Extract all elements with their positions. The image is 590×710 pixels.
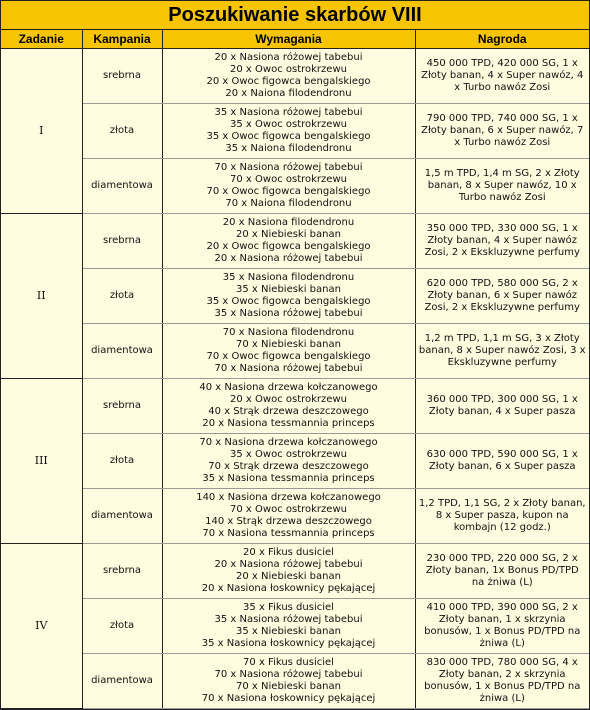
table-row <box>1 434 589 489</box>
requirement-line: 35 x Nasiona różowej tabebui <box>214 308 363 319</box>
table-body <box>1 49 589 709</box>
requirement-line: 35 x Nasiona różowej tabebui <box>214 614 363 625</box>
requirements-cell <box>162 379 415 434</box>
requirement-line: 35 x Nasiona tessmannia princeps <box>202 473 375 484</box>
reward-cell: 230 000 TPD, 220 000 SG, 2 x Złoty banan, 1x Bonus PD/TPD na żniwa (L) <box>415 544 589 599</box>
header-wymagania: Wymagania <box>162 30 415 49</box>
table-row <box>1 104 589 159</box>
header-nagroda: Nagroda <box>415 30 589 49</box>
stage-cell: II <box>1 214 82 379</box>
campaign-cell: srebrna <box>82 379 162 434</box>
requirements-cell <box>162 599 415 654</box>
requirement-line: 20 x Fikus dusiciel <box>243 547 334 558</box>
requirement-line: 35 x Niebieski banan <box>236 284 341 295</box>
requirement-line: 70 x Nasiona tessmannia princeps <box>202 528 375 539</box>
requirement-line: 20 x Nasiona filodendronu <box>222 217 355 228</box>
requirements-cell <box>162 489 415 544</box>
campaign-cell: srebrna <box>82 544 162 599</box>
stage-cell: III <box>1 379 82 544</box>
requirement-line: 20 x Owoc figowca bengalskiego <box>206 76 371 87</box>
requirement-line: 70 x Strąk drzewa deszczowego <box>208 461 369 472</box>
requirement-line: 20 x Owoc ostrokrzewu <box>230 394 347 405</box>
table-row <box>1 324 589 379</box>
table-row <box>1 654 589 709</box>
table-row <box>1 159 589 214</box>
campaign-cell: diamentowa <box>82 324 162 379</box>
requirement-line: 70 x Owoc figowca bengalskiego <box>206 351 371 362</box>
campaign-cell: srebrna <box>82 214 162 269</box>
requirement-line: 35 x Owoc figowca bengalskiego <box>206 131 371 142</box>
requirement-line: 20 x Owoc ostrokrzewu <box>230 64 347 75</box>
requirements-cell <box>162 324 415 379</box>
requirements-cell <box>162 49 415 104</box>
campaign-cell: srebrna <box>82 49 162 104</box>
reward-cell: 1,5 m TPD, 1,4 m SG, 2 x Złoty banan, 8 x Super nawóz, 10 x Turbo nawóz Zosi <box>415 159 589 214</box>
requirement-line: 35 x Nasiona różowej tabebui <box>214 107 363 118</box>
table-row <box>1 379 589 434</box>
header-zadanie: Zadanie <box>1 30 82 49</box>
requirement-line: 140 x Nasiona drzewa kołczanowego <box>196 492 381 503</box>
table-row <box>1 489 589 544</box>
requirement-line: 35 x Nasiona filodendronu <box>222 272 355 283</box>
requirement-line: 35 x Niebieski banan <box>236 626 341 637</box>
requirement-line: 20 x Nasiona łoskownicy pękającej <box>201 583 376 594</box>
reward-cell: 1,2 m TPD, 1,1 m SG, 3 x Złoty banan, 8 x Super nawóz Zosi, 3 x Ekskluzywne perfumy <box>415 324 589 379</box>
reward-cell: 450 000 TPD, 420 000 SG, 1 x Złoty banan, 4 x Super nawóz, 4 x Turbo nawóz Zosi <box>415 49 589 104</box>
requirement-line: 20 x Nasiona tessmannia princeps <box>202 418 375 429</box>
requirement-line: 70 x Fikus dusiciel <box>243 657 334 668</box>
table-row <box>1 214 589 269</box>
campaign-cell: złota <box>82 269 162 324</box>
reward-cell: 1,2 TPD, 1,1 SG, 2 x Złoty banan, 8 x Super pasza, kupon na kombajn (12 godz.) <box>415 489 589 544</box>
requirement-line: 35 x Fikus dusiciel <box>243 602 334 613</box>
reward-cell: 790 000 TPD, 740 000 SG, 1 x Złoty banan, 6 x Super nawóz, 7 x Turbo nawóz Zosi <box>415 104 589 159</box>
requirement-line: 70 x Owoc figowca bengalskiego <box>206 186 371 197</box>
page-title: Poszukiwanie skarbów VIII <box>1 1 589 30</box>
requirement-line: 20 x Niebieski banan <box>236 571 341 582</box>
requirements-cell <box>162 434 415 489</box>
campaign-cell: złota <box>82 104 162 159</box>
campaign-cell: złota <box>82 434 162 489</box>
requirement-line: 20 x Naiona filodendronu <box>225 88 352 99</box>
table-header-row <box>1 30 589 49</box>
requirements-cell <box>162 214 415 269</box>
reward-cell: 830 000 TPD, 780 000 SG, 4 x Złoty banan, 2 x skrzynia bonusów, 1 x Bonus PD/TPD na żniwa (L) <box>415 654 589 709</box>
requirement-line: 70 x Owoc ostrokrzewu <box>230 174 347 185</box>
requirement-line: 20 x Niebieski banan <box>236 229 341 240</box>
campaign-cell: diamentowa <box>82 489 162 544</box>
stage-cell: I <box>1 49 82 214</box>
rewards-table <box>1 30 589 709</box>
reward-cell: 410 000 TPD, 390 000 SG, 2 x Złoty banan, 1 x skrzynia bonusów, 1 x Bonus PD/TPD na żniwa (L) <box>415 599 589 654</box>
requirements-cell <box>162 159 415 214</box>
requirement-line: 20 x Nasiona różowej tabebui <box>214 52 363 63</box>
requirement-line: 70 x Nasiona łoskownicy pękającej <box>201 693 376 704</box>
requirement-line: 70 x Naiona filodendronu <box>225 198 352 209</box>
table-row <box>1 269 589 324</box>
reward-cell: 350 000 TPD, 330 000 SG, 1 x Złoty banan, 4 x Super nawóz Zosi, 2 x Ekskluzywne perfumy <box>415 214 589 269</box>
campaign-cell: diamentowa <box>82 654 162 709</box>
requirement-line: 20 x Nasiona różowej tabebui <box>214 253 363 264</box>
requirements-cell <box>162 269 415 324</box>
requirement-line: 20 x Nasiona różowej tabebui <box>214 559 363 570</box>
requirement-line: 35 x Owoc ostrokrzewu <box>230 119 347 130</box>
requirements-cell <box>162 104 415 159</box>
table-row <box>1 544 589 599</box>
stage-cell: IV <box>1 544 82 709</box>
requirement-line: 70 x Niebieski banan <box>236 681 341 692</box>
table-row <box>1 599 589 654</box>
reward-cell: 630 000 TPD, 590 000 SG, 1 x Złoty banan, 6 x Super pasza <box>415 434 589 489</box>
table-row <box>1 49 589 104</box>
campaign-cell: złota <box>82 599 162 654</box>
requirement-line: 140 x Strąk drzewa deszczowego <box>205 516 372 527</box>
requirement-line: 40 x Nasiona drzewa kołczanowego <box>199 382 378 393</box>
requirement-line: 35 x Owoc ostrokrzewu <box>230 449 347 460</box>
requirement-line: 70 x Niebieski banan <box>236 339 341 350</box>
header-kampania: Kampania <box>82 30 162 49</box>
requirement-line: 70 x Owoc ostrokrzewu <box>230 504 347 515</box>
campaign-cell: diamentowa <box>82 159 162 214</box>
requirement-line: 70 x Nasiona różowej tabebui <box>214 162 363 173</box>
requirement-line: 70 x Nasiona różowej tabebui <box>214 669 363 680</box>
requirement-line: 20 x Owoc figowca bengalskiego <box>206 241 371 252</box>
requirement-line: 70 x Nasiona różowej tabebui <box>214 363 363 374</box>
requirement-line: 35 x Nasiona łoskownicy pękającej <box>201 638 376 649</box>
requirement-line: 35 x Naiona filodendronu <box>225 143 352 154</box>
requirements-cell <box>162 544 415 599</box>
requirements-cell <box>162 654 415 709</box>
requirement-line: 35 x Owoc figowca bengalskiego <box>206 296 371 307</box>
requirement-line: 40 x Strąk drzewa deszczowego <box>208 406 369 417</box>
requirement-line: 70 x Nasiona filodendronu <box>222 327 355 338</box>
requirement-line: 70 x Nasiona drzewa kołczanowego <box>199 437 378 448</box>
reward-cell: 620 000 TPD, 580 000 SG, 2 x Złoty banan, 6 x Super nawóz Zosi, 2 x Ekskluzywne perfumy <box>415 269 589 324</box>
reward-cell: 360 000 TPD, 300 000 SG, 1 x Złoty banan, 4 x Super pasza <box>415 379 589 434</box>
